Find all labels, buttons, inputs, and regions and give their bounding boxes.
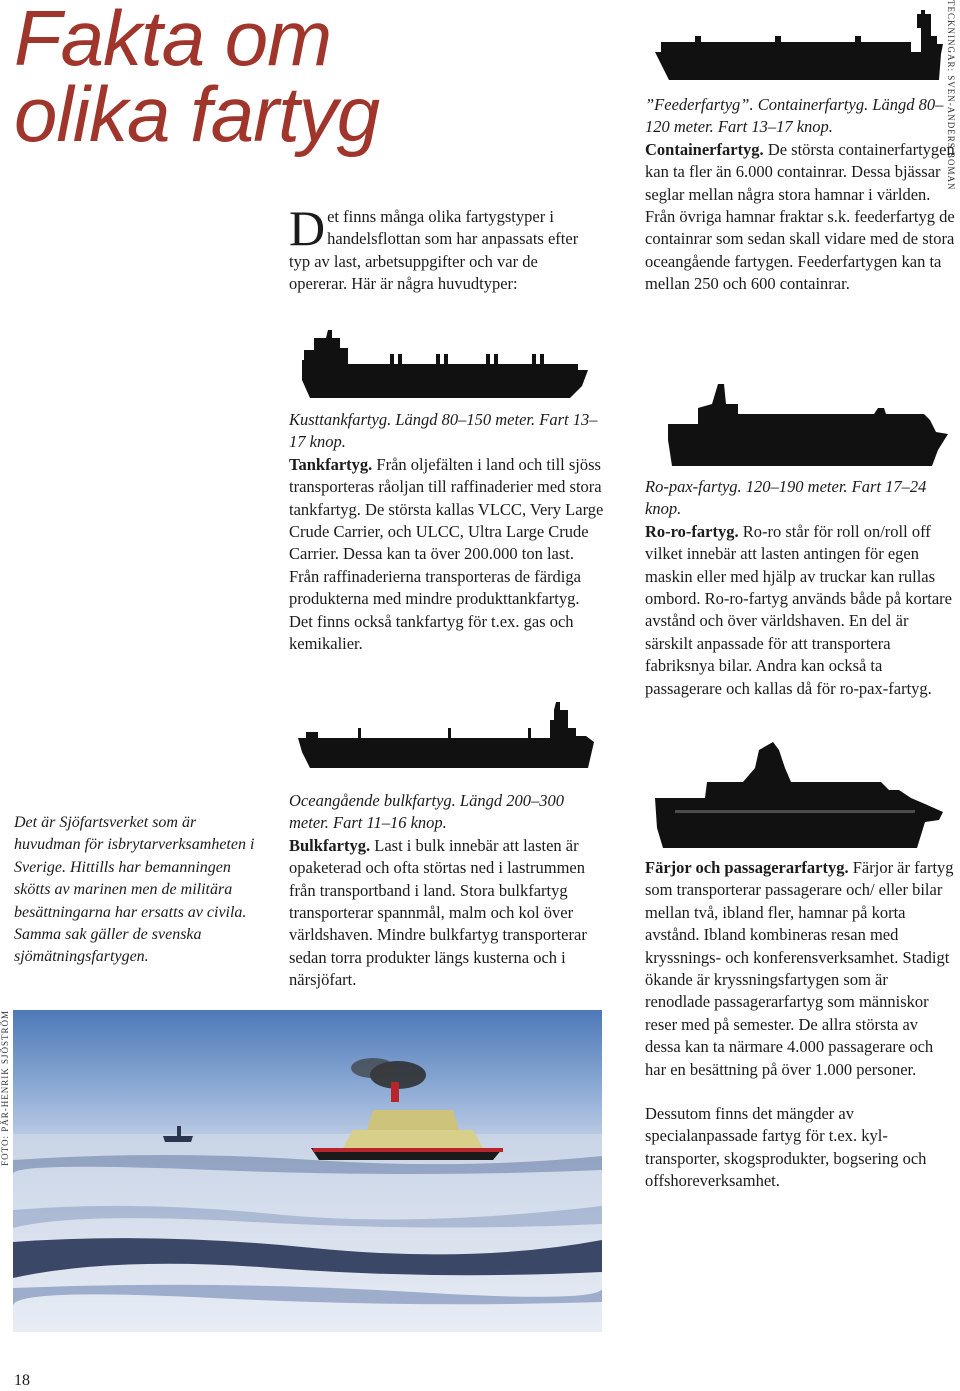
tanker-heading: Kusttankfartyg. Längd 80–150 meter. Fart 13–17 knop. (289, 410, 598, 452)
bulk-section (289, 790, 605, 992)
ferry-body: Färjor är fartyg som transporterar passagerare och/ eller bilar mellan två, ibland fler, hamnar på korta avstånd. Ibland kombineras resan med kryssnings- och konferensverksamhet. Stadigt ökande är kryssningsfartygen som är renodlade passagerarfartyg som människor reser med på semester. De allra största av dessa kan ta närmare 4.000 passagerare och har en besättning på över 1.000 personer. (645, 858, 954, 1079)
intro-text: et finns många olika fartygstyper i handelsflottan som har anpassats efter typ av last, arbetsuppgifter och var de opererar. Här är några huvudtyper: (289, 207, 579, 294)
intro-dropcap: D (289, 200, 326, 256)
page-title (14, 0, 380, 158)
container-ship-icon (655, 8, 945, 84)
bulk-ship-icon (298, 702, 596, 770)
photo-credit: FOTO: PÄR-HENRIK SJÖSTRÖM (0, 1010, 10, 1166)
tanker-bold: Tankfartyg. (289, 454, 373, 474)
feeder-body: De största containerfartygen kan ta fler än 6.000 containrar. Dessa bjässar seglar mellan några stora hamnar i världen. Från övriga hamnar fraktar s.k. feederfartyg de containrar som sedan skall vidare med de stora oceangående fartygen. Feederfartygen kan ta mellan 250 och 600 containrar. (645, 139, 955, 294)
bulk-body: Last i bulk innebär att lasten är opaketerad och ofta störtas ned i lastrummen från transportband i land. Stora bulkfartyg transporterar spannmål, malm och kol över världshaven. Mindre bulkfartyg transporterar sedan torra produkter längs kusterna och i närsjöfart. (289, 835, 587, 990)
ferry-extra: Dessutom finns det mängder av specialanpassade fartyg för t.ex. kyltransporter, skogsprodukter, bogsering och offshoreverksamhet. (645, 1104, 927, 1191)
tanker-ship-icon (300, 330, 590, 398)
title-line-2: olika fartyg (14, 70, 380, 158)
bulk-bold: Bulkfartyg. (289, 835, 371, 855)
roro-body: Ro-ro står för roll on/roll off vilket innebär att lasten antingen för egen maskin eller med hjälp av truckar kan rullas ombord. Ro-ro-fartyg används både på kortare avstånd och över världshaven. En del är särskilt anpassade för att transportera fabriksnya bilar. Andra kan också ta passagerare och kallas då för ro-pax-fartyg. (645, 521, 952, 698)
feeder-bold: Containerfartyg. (645, 139, 764, 159)
tanker-section (289, 409, 605, 655)
title-line-1: Fakta om (14, 0, 332, 82)
ferry-ship-icon (655, 740, 945, 850)
page-number: 18 (14, 1372, 30, 1389)
icebreaker-sidebar: Det är Sjöfartsverket som är huvudman för isbrytarverksamheten i Sverige. Hittills har bemanningen skötts av marinen men de militära besättningarna har ersatts av civila. Samma sak gäller de svenska sjömätningsfartygen. (14, 814, 255, 966)
intro-paragraph (289, 200, 594, 296)
ferry-section (645, 857, 957, 1193)
bulk-heading: Oceangående bulkfartyg. Längd 200–300 meter. Fart 11–16 knop. (289, 791, 564, 833)
icebreaker-photo (13, 1010, 602, 1332)
ferry-bold: Färjor och passagerarfartyg. (645, 858, 849, 877)
roro-ship-icon (668, 380, 950, 468)
roro-bold: Ro-ro-fartyg. (645, 521, 739, 541)
feeder-heading: ”Feederfartyg”. Containerfartyg. Längd 80–120 meter. Fart 13–17 knop. (645, 95, 944, 137)
feeder-section (645, 94, 957, 296)
tanker-body: Från oljefälten i land och till sjöss transporteras råoljan till raffinaderier med stora tankfartyg. De största kallas VLCC, Very Large Crude Carrier, och ULCC, Ultra Large Crude Carrier. Dessa kan ta över 200.000 ton last. Från raffinaderierna transporteras de färdiga produkterna med mindre produkttankfartyg. Det finns också tankfartyg för t.ex. gas och kemikalier. (289, 454, 604, 654)
roro-section (645, 476, 957, 700)
drawings-credit: TECKNINGAR: SVEN-ANDERS BOMAN (946, 0, 956, 191)
roro-heading: Ro-pax-fartyg. 120–190 meter. Fart 17–24 knop. (645, 477, 927, 519)
